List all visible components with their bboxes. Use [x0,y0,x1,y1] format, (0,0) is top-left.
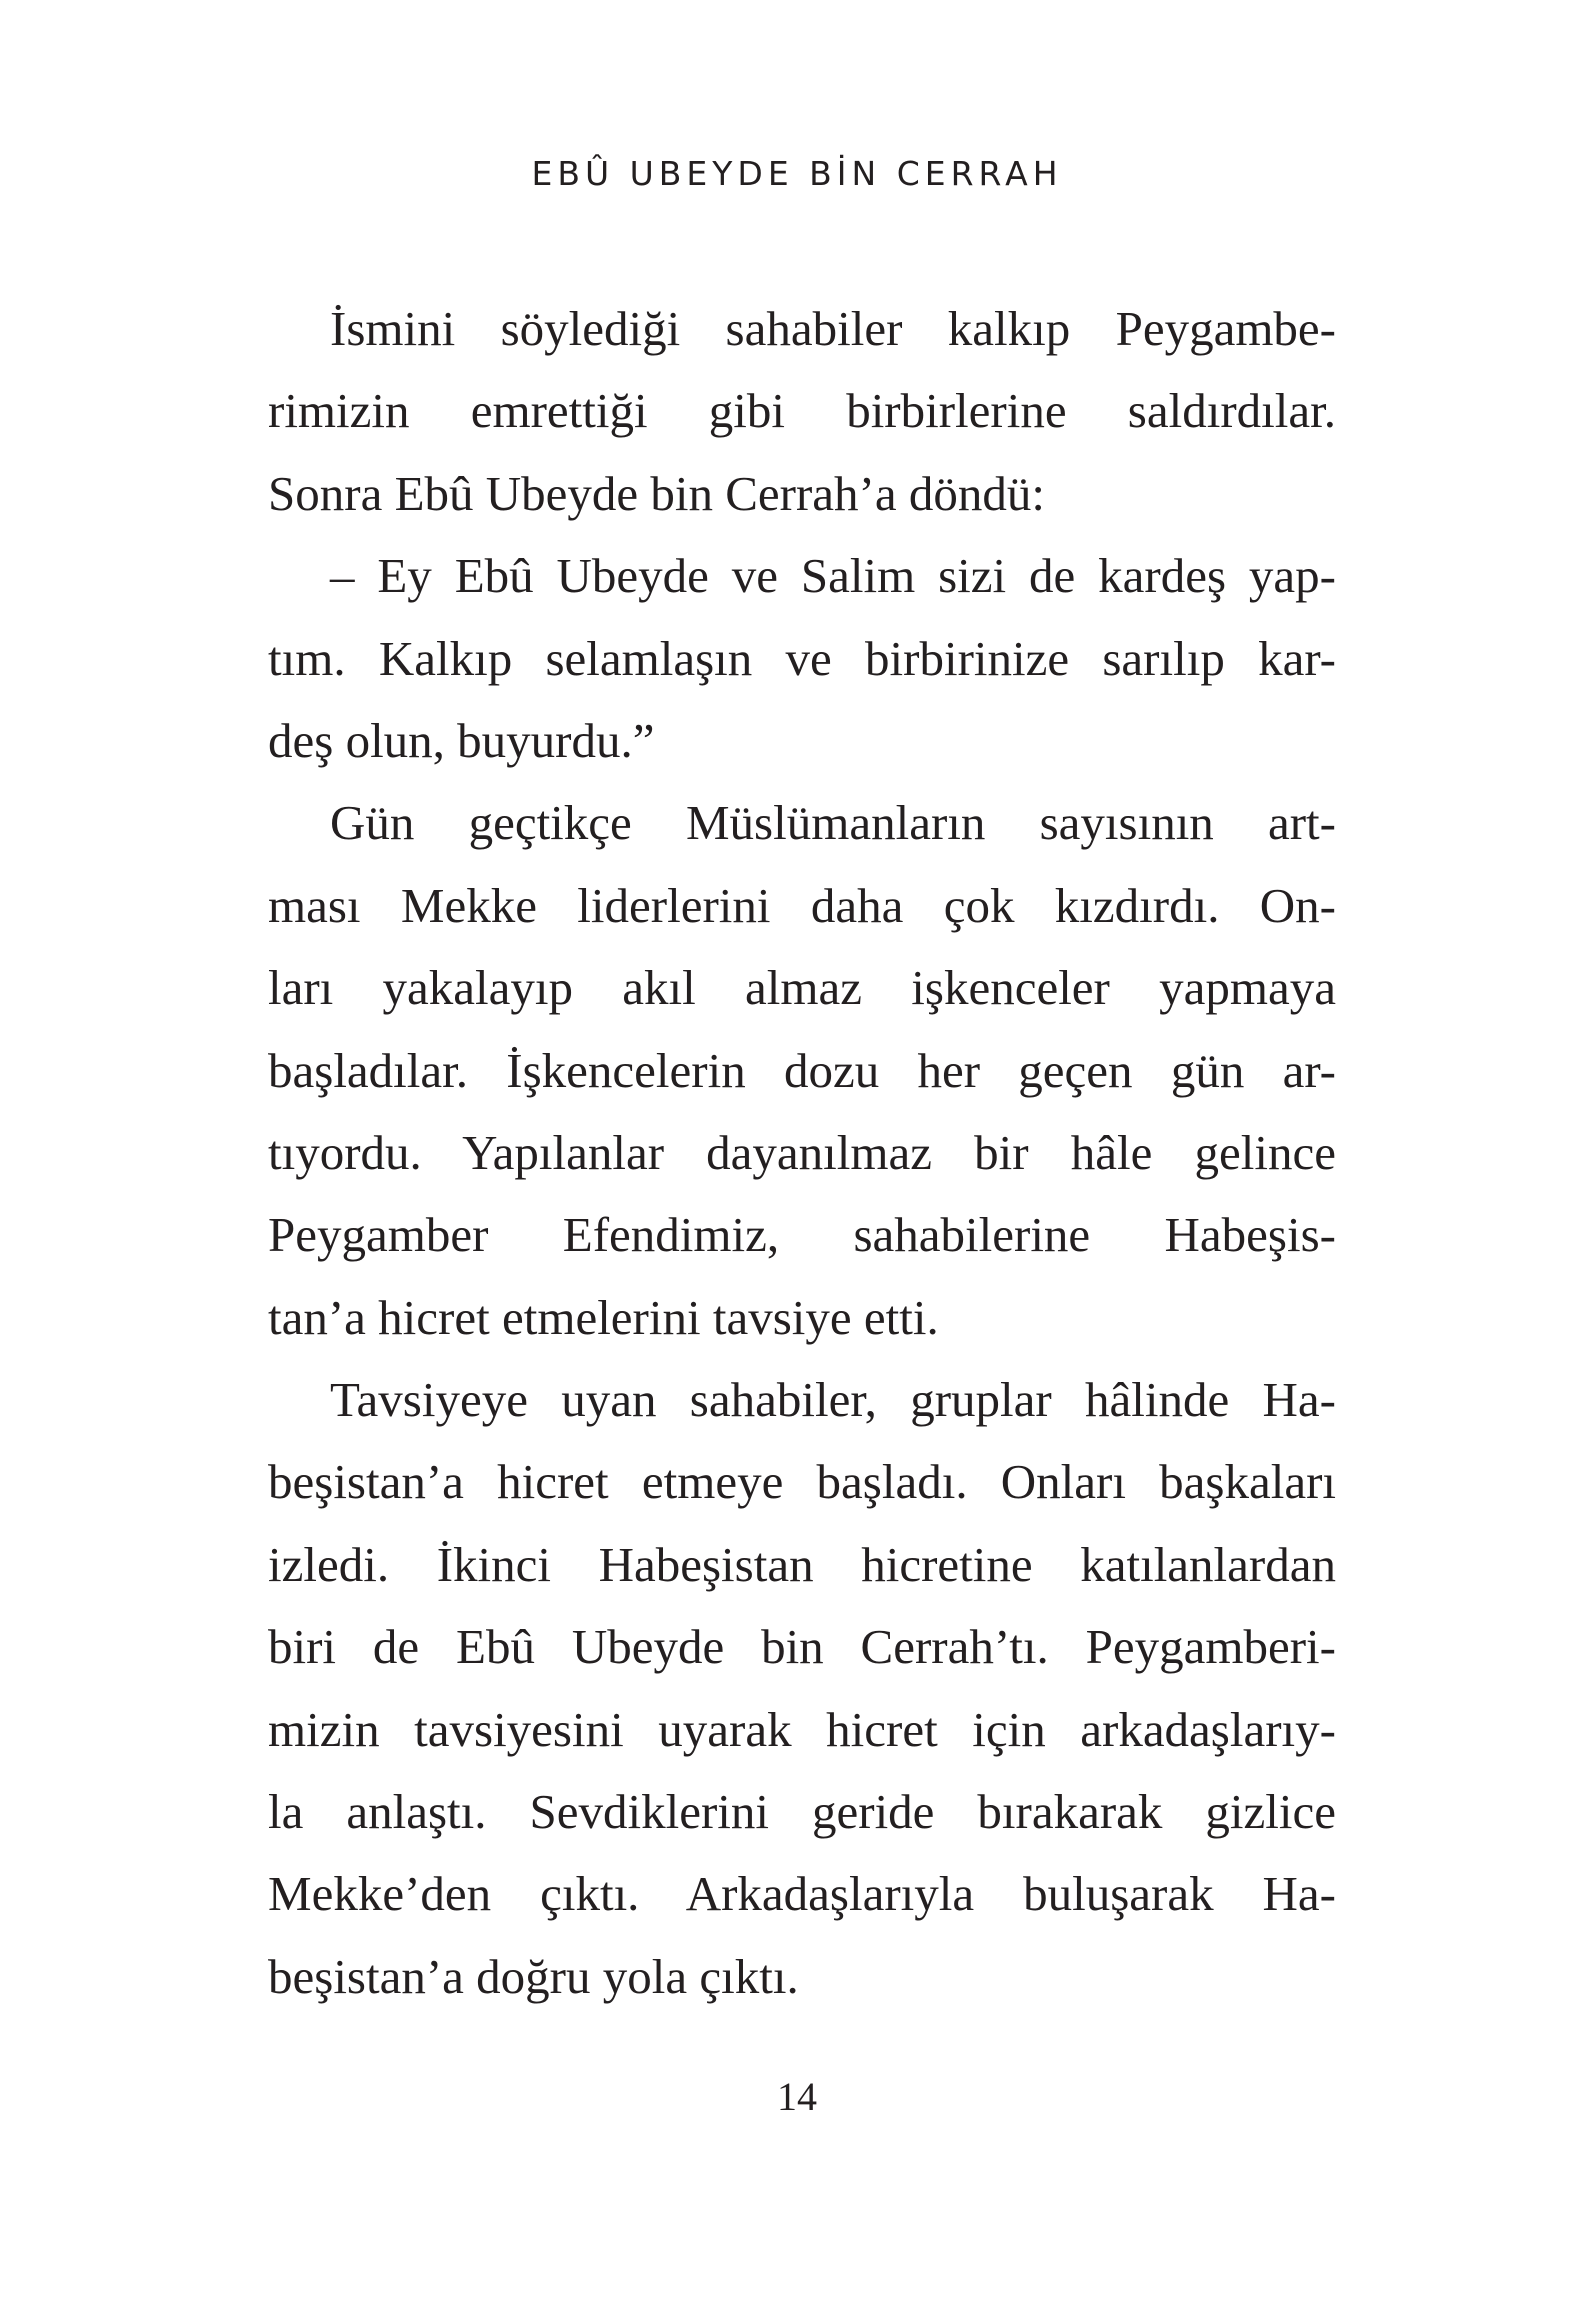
paragraph [268,782,1336,1359]
text-line: Sonra Ebû Ubeyde bin Cerrah’a döndü: [268,465,1045,521]
text-line: beşistan’a doğru yola çıktı. [268,1948,799,2004]
text-line: rimizin emrettiği gibi birbirlerine saldırdılar. [268,383,1336,439]
text-line: Tavsiyeye uyan sahabiler, gruplar hâlinde Ha- [330,1372,1336,1428]
text-line: ları yakalayıp akıl almaz işkenceler yapmaya [268,960,1336,1016]
text-line: Gün geçtikçe Müslümanların sayısının art- [330,795,1336,851]
text-line: İsmini söylediği sahabiler kalkıp Peygambe- [330,301,1336,356]
text-line: tıyordu. Yapılanlar dayanılmaz bir hâle gelince [268,1124,1336,1180]
text-line: başladılar. İşkencelerin dozu her geçen gün ar- [268,1042,1336,1098]
paragraph [268,1359,1336,2018]
text-line: la anlaştı. Sevdiklerini geride bırakarak gizlice [268,1784,1336,1840]
text-line: biri de Ebû Ubeyde bin Cerrah’tı. Peygamberi- [268,1619,1336,1675]
text-line: tım. Kalkıp selamlaşın ve birbirinize sarılıp kar- [268,630,1336,686]
text-line: Peygamber Efendimiz, sahabilerine Habeşis- [268,1207,1336,1263]
text-line: ması Mekke liderlerini daha çok kızdırdı. On- [268,877,1336,933]
page-number: 14 [777,2074,817,2119]
paragraph [268,535,1336,782]
running-header: EBÛ UBEYDE BİN CERRAH [531,154,1063,193]
text-line: Mekke’den çıktı. Arkadaşlarıyla buluşarak Ha- [268,1866,1336,1922]
text-line: mizin tavsiyesini uyarak hicret için arkadaşlarıy- [268,1701,1336,1757]
text-line: deş olun, buyurdu.” [268,712,655,768]
text-line: beşistan’a hicret etmeye başladı. Onları başkaları [268,1454,1336,1510]
text-line: – Ey Ebû Ubeyde ve Salim sizi de kardeş yap- [330,548,1336,604]
paragraph [268,288,1336,535]
text-line: izledi. İkinci Habeşistan hicretine katılanlardan [268,1536,1336,1592]
body-text [268,288,1336,2018]
text-line: tan’a hicret etmelerini tavsiye etti. [268,1289,939,1345]
